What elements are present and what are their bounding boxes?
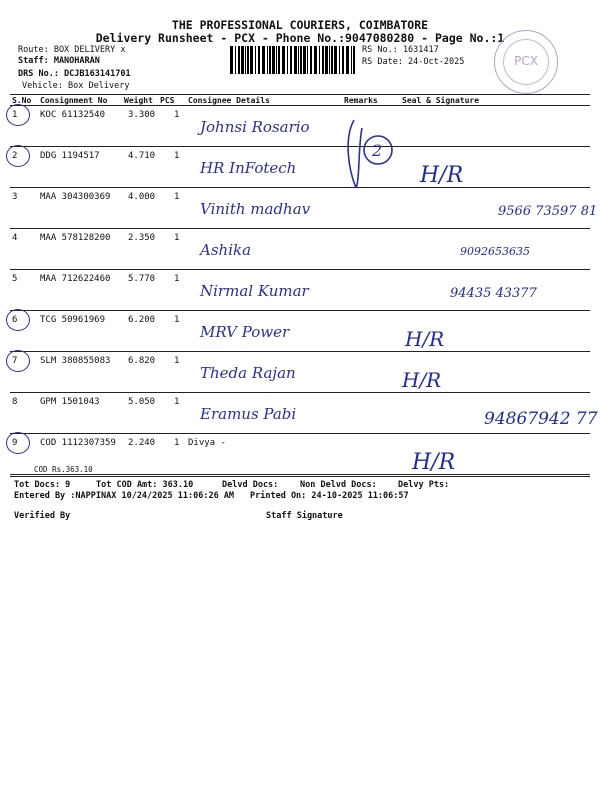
row-separator: [10, 310, 590, 311]
row-sno: 3: [12, 192, 18, 202]
row-consignee: Divya -: [188, 438, 226, 448]
row-sno: 4: [12, 233, 18, 243]
row-consignment-no: TCG 50961969: [40, 315, 106, 325]
delvd-docs: Delvd Docs:: [222, 480, 279, 490]
row-pcs: 1: [174, 438, 180, 448]
barcode-bar: [290, 46, 292, 74]
row-weight: 2.240: [128, 438, 156, 448]
row-separator: [10, 146, 590, 147]
row-sno: 1: [12, 110, 18, 120]
barcode-bar: [325, 46, 328, 74]
col-remarks: Remarks: [344, 96, 378, 105]
vehicle: Vehicle: Box Delivery: [22, 81, 130, 91]
col-sno: S.No: [12, 96, 32, 105]
tot-docs: Tot Docs: 9: [14, 480, 71, 490]
row-sno: 2: [12, 151, 18, 161]
barcode-bar: [342, 46, 344, 74]
barcode-bar: [310, 46, 312, 74]
row-signature: H/R: [405, 327, 445, 351]
barcode-bar: [298, 46, 299, 74]
row-signature: 94867942 77: [484, 409, 598, 429]
row-weight: 4.000: [128, 192, 156, 202]
row-pcs: 1: [174, 315, 180, 325]
row-separator: [10, 187, 590, 188]
barcode-bar: [303, 46, 306, 74]
tot-cod: Tot COD Amt: 363.10: [96, 480, 194, 490]
rs-date: RS Date: 24-Oct-2025: [362, 57, 465, 67]
row-weight: 4.710: [128, 151, 156, 161]
col-seal: Seal & Signature: [402, 96, 480, 105]
row-consignment-no: GPM 1501043: [40, 397, 100, 407]
sno-circle-mark: [6, 145, 30, 167]
row-pcs: 1: [174, 192, 180, 202]
barcode-bar: [235, 46, 236, 74]
row-signature: H/R: [412, 450, 456, 475]
rs-number: RS No.: 1631417: [362, 45, 439, 55]
verified-by: Verified By: [14, 511, 71, 521]
row-handwritten-name: Theda Rajan: [200, 364, 296, 382]
barcode-bar: [319, 46, 320, 74]
barcode: [230, 46, 358, 74]
barcode-bar: [314, 46, 317, 74]
col-weight: Weight: [124, 96, 153, 105]
barcode-bar: [230, 46, 233, 74]
company-title: THE PROFESSIONAL COURIERS, COIMBATORE: [171, 18, 429, 32]
row-weight: 6.200: [128, 315, 156, 325]
svg-text:2: 2: [372, 141, 383, 160]
row-handwritten-name: MRV Power: [200, 323, 290, 341]
col-pcs: PCS: [160, 96, 175, 105]
row-separator: [10, 228, 590, 229]
staff-signature: Staff Signature: [266, 511, 343, 521]
barcode-bar: [255, 46, 256, 74]
barcode-bar: [262, 46, 265, 74]
row-sno: 8: [12, 397, 18, 407]
barcode-bar: [294, 46, 297, 74]
barcode-bar: [241, 46, 244, 74]
sno-circle-mark: [6, 432, 30, 454]
barcode-bar: [282, 46, 285, 74]
barcode-bar: [351, 46, 352, 74]
row-separator: [10, 351, 590, 352]
row-sno: 5: [12, 274, 18, 284]
staff: Staff: MANOHARAN: [18, 56, 100, 66]
row-sno: 9: [12, 438, 18, 448]
row-consignment-no: KOC 61132540: [40, 110, 106, 120]
row-signature: 94435 43377: [450, 286, 537, 301]
row-signature: H/R: [402, 368, 442, 392]
barcode-bar: [331, 46, 333, 74]
row-consignment-no: MAA 304300369: [40, 192, 111, 202]
row-separator: [10, 433, 590, 434]
barcode-bar: [250, 46, 253, 74]
sno-circle-mark: [6, 104, 30, 126]
row-consignment-no: COD 1112307359: [40, 438, 116, 448]
route: Route: BOX DELIVERY x: [18, 45, 126, 55]
row-handwritten-name: Vinith madhav: [200, 200, 311, 218]
barcode-bar: [278, 46, 280, 74]
col-consignee: Consignee Details: [188, 96, 270, 105]
barcode-bar: [353, 46, 355, 74]
barcode-bar: [276, 46, 277, 74]
row-separator: [10, 392, 590, 393]
row-pcs: 1: [174, 110, 180, 120]
row-sno: 7: [12, 356, 18, 366]
row-consignment-no: MAA 712622460: [40, 274, 111, 284]
barcode-bar: [267, 46, 268, 74]
barcode-bar: [322, 46, 324, 74]
row-signature: 9092653635: [460, 245, 530, 258]
sno-circle-mark: [6, 309, 30, 331]
barcode-bar: [247, 46, 249, 74]
barcode-bar: [272, 46, 275, 74]
row-weight: 6.820: [128, 356, 156, 366]
row-weight: 2.350: [128, 233, 156, 243]
barcode-bar: [300, 46, 302, 74]
row-weight: 5.050: [128, 397, 156, 407]
barcode-bar: [269, 46, 271, 74]
row-sno: 6: [12, 315, 18, 325]
printed-on: Printed On: 24-10-2025 11:06:57: [250, 491, 409, 501]
row-consignment-no: SLM 380855083: [40, 356, 111, 366]
barcode-bar: [245, 46, 246, 74]
row-handwritten-name: HR InFotech: [200, 159, 297, 177]
barcode-bar: [334, 46, 337, 74]
row-weight: 3.300: [128, 110, 156, 120]
delvy-pts: Delvy Pts:: [398, 480, 450, 490]
non-delvd-docs: Non Delvd Docs:: [300, 480, 377, 490]
row-handwritten-name: Ashika: [200, 241, 252, 259]
row-pcs: 1: [174, 397, 180, 407]
row-consignment-no: MAA 578128200: [40, 233, 111, 243]
barcode-bar: [346, 46, 349, 74]
remarks-scribble: [340, 108, 400, 198]
row-weight: 5.770: [128, 274, 156, 284]
sno-circle-mark: [6, 350, 30, 372]
row-separator: [10, 474, 590, 475]
row-separator: [10, 269, 590, 270]
barcode-bar: [329, 46, 330, 74]
row-handwritten-name: Eramus Pabi: [200, 405, 297, 423]
row-handwritten-name: Nirmal Kumar: [200, 282, 309, 300]
barcode-bar: [238, 46, 240, 74]
row-handwritten-name: Johnsi Rosario: [200, 118, 310, 136]
cod-note: COD Rs.363.10: [34, 465, 93, 474]
drs-number: DRS No.: DCJB163141701: [18, 69, 131, 79]
barcode-bar: [339, 46, 340, 74]
barcode-bar: [287, 46, 288, 74]
row-signature: H/R: [420, 163, 464, 188]
barcode-bar: [258, 46, 260, 74]
row-pcs: 1: [174, 151, 180, 161]
pcx-stamp: [494, 30, 558, 94]
row-consignment-no: DDG 1194517: [40, 151, 100, 161]
barcode-bar: [307, 46, 308, 74]
col-consignment: Consignment No: [40, 96, 108, 105]
row-pcs: 1: [174, 274, 180, 284]
row-signature: 9566 73597 81: [498, 204, 598, 219]
row-pcs: 1: [174, 356, 180, 366]
row-pcs: 1: [174, 233, 180, 243]
entered-by: Entered By :NAPPINAX 10/24/2025 11:06:26 AM: [14, 491, 235, 501]
runsheet-subtitle: Delivery Runsheet - PCX - Phone No.:9047080280 - Page No.:1: [95, 31, 505, 45]
stamp-text: PCX: [514, 54, 538, 68]
